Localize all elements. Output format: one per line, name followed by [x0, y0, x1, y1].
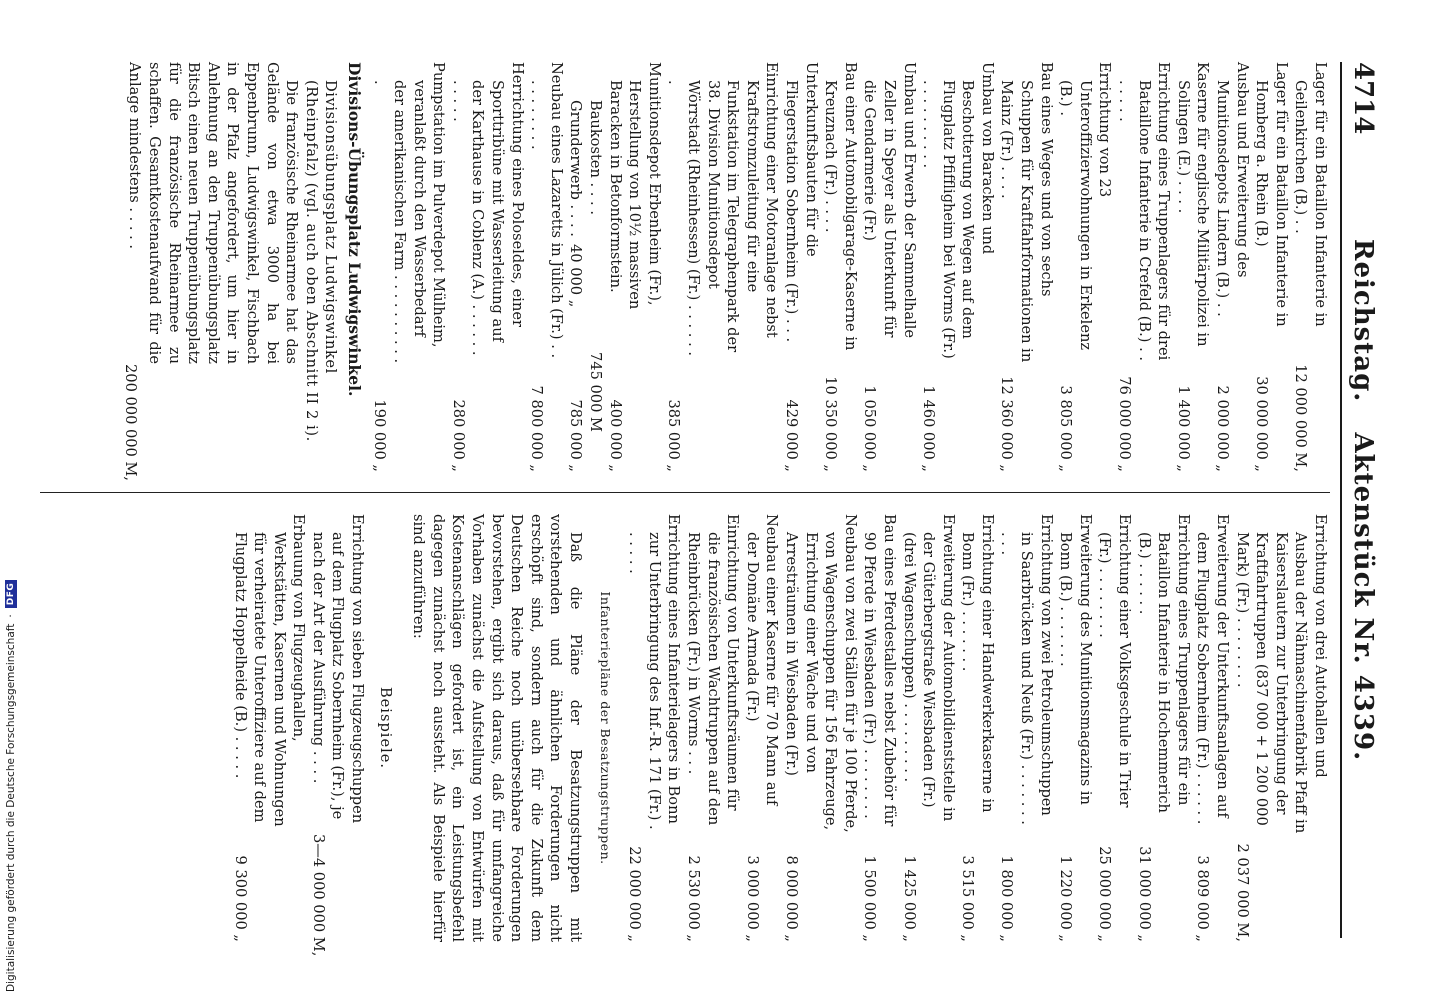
- entry-amount: 8 000 000 „: [782, 855, 800, 942]
- entry-amount: 2 000 000 „: [1214, 385, 1232, 472]
- entry-desc: Bau eines Pferdestalles nebst Zubehör für 90 Pferde in Wiesbaden (Fr.) . . . . . . . .: [861, 514, 898, 827]
- entry-amount: 30 000 000 „: [1253, 376, 1271, 472]
- example-desc: Errichtung von sieben Flugzeugschuppen auf dem Flugplatz Sobernheim (Fr.), je nach der Art der Ausführung . . . .: [309, 514, 367, 824]
- entry-amount: 2 037 000 M,: [1233, 843, 1251, 942]
- example-amount: 9 300 000 „: [231, 855, 249, 942]
- entry-amount: 76 000 000 „: [1116, 376, 1134, 472]
- entry-amount: 22 000 000 „: [626, 846, 644, 942]
- entry-amount: 1 400 000 „: [1174, 385, 1192, 472]
- page-number: 4714: [1348, 62, 1378, 135]
- entry-desc: Erweiterung der Unterkunftsanlagen auf dem Flugplatz Sobernheim (Fr.) . . . . . .: [1194, 514, 1232, 825]
- example-desc: Erbauung von Flugzeughallen, Werkstätten, Kasernen und Wohnungen für verheiratete Unteroffiziere auf dem Flugplatz Hoppelheide (B.) . . . . .: [231, 514, 308, 827]
- entry-desc: Errichtung von 23 Unteroffizierwohnungen in Erkelenz (B.) .: [1057, 62, 1114, 351]
- entry-amount: 1 220 000 „: [1057, 855, 1075, 942]
- dfg-logo-icon: DFG: [5, 580, 17, 609]
- entry-amount: 385 000 „: [665, 399, 683, 472]
- paragraph: Daß die Pläne der Besatzungstruppen mit vorstehenden und ähnlichen Forderungen nicht erschöpft sind, sondern auch für die Zukunft dem Deutschen Reiche noch unübersehbare Forderungen bevorstehen, ergibt sich daraus, daß für umfangreiche Vorhaben zunächst die Aufstellung von Entwürfen mit Kostenanschlägen gefordert ist, ein Leistungsbefehl dagegen zunächst noch aussteht. Als Beispiele hierfür sind anzuführen:: [410, 514, 585, 942]
- section-intro: Divisionsübungsplatz Ludwigswinkel (Rheinpfalz) (vgl. auch oben Abschnitt II 2 i).: [302, 80, 340, 442]
- entry-desc: Einrichtung einer Motoranlage nebst Kraftstromzuleitung für eine Funkstation im Telegraphenpark der 38. Division Munitionsdepot Wörrstadt (Rheinhessen) (Fr.) . . . . . . .: [665, 62, 781, 357]
- entry-desc: Ausbau und Erweiterung des Munitionsdepots Lindern (B.) . .: [1214, 62, 1251, 317]
- entry-desc: Errichtung eines Truppenlagers für ein Bataillon Infanterie in Hochemmerich (B.) . . . . . .: [1135, 514, 1192, 813]
- entry-amount: 1 425 000 „: [900, 855, 918, 942]
- header-rule: [1340, 62, 1342, 938]
- cost-total: 785 000 „: [567, 399, 585, 472]
- right-column: [230, 514, 1330, 957]
- section-amount: 200 000 000 M,: [122, 364, 140, 482]
- entry-desc: Errichtung von zwei Petroleumschuppen in Saarbrücken und Neuß (Fr.) . . . . . . . . . .: [998, 514, 1055, 825]
- entry-desc: Pumpstation im Pulverdepot Mülheim, veranlaßt durch den Wasserbedarf der amerikanischen Farm . . . . . . . . . . .: [371, 62, 448, 364]
- entry-desc: Neubau einer Kaserne für 70 Mann auf der Domäne Armada (Fr.): [743, 514, 781, 806]
- entry-desc: Bau einer Automobilgarage-Kaserne in Kreuznach (Fr.) . . . .: [822, 62, 859, 351]
- entry-desc: Unterkunftsbauten für die Fliegerstation Sobernheim (Fr.) . . .: [782, 62, 820, 343]
- subheading: Infanteriepläne der Besatzungstruppen.: [597, 591, 613, 865]
- cost-row: [585, 62, 605, 472]
- left-column: [121, 62, 1330, 482]
- entry-amount: 190 000 „: [371, 399, 389, 472]
- entry-amount: 3 000 000 „: [743, 855, 761, 942]
- entry-amount: 25 000 000 „: [1096, 846, 1114, 942]
- column-divider: [40, 492, 1330, 493]
- entry-desc: Umbau von Baracken und Beschotterung von Wegen auf dem Flugplatz Pfiffligheim bei Worms (Fr.) . . . . . . . . . .: [920, 62, 996, 359]
- entry-desc: Herrichtung eines Poloseldes, einer Sporttribüne mit Wasserleitung auf der Karthause in Coblenz (A.) . . . . . . . . . . .: [449, 62, 526, 356]
- entry-amount: 1 460 000 „: [920, 385, 938, 472]
- entry-amount: 3 515 000 „: [959, 855, 977, 942]
- entry-amount: 429 000 „: [782, 399, 800, 472]
- header-subtitle: Aktenstück Nr. 4339.: [1348, 432, 1378, 762]
- entry-amount: 10 350 000 „: [822, 376, 840, 472]
- entry-desc: Errichtung einer Volksgeschule in Trier (Fr.) . . . . . . . .: [1096, 514, 1134, 808]
- header-title: Reichstag.: [1348, 238, 1378, 403]
- entry-desc: Errichtung eines Truppenlagers für drei Bataillone Infanterie in Crefeld (B.) . . . . . . .: [1116, 62, 1173, 362]
- entry-desc: Einrichtung von Unterkunftsräumen für die französischen Wachtruppen auf den Rheinbrücken (Fr.) in Worms . . .: [685, 514, 742, 826]
- entry-amount: 1 500 000 „: [861, 855, 879, 942]
- entry-amount: 1 800 000 „: [998, 855, 1016, 942]
- cost-label: Grunderwerb . . . .: [567, 100, 585, 237]
- entry-desc: Kaserne für englische Militärpolizei in Solingen (E.) . . . .: [1174, 62, 1212, 347]
- entry-desc: Neubau eines Lazaretts in Jülich (Fr.) . . . . . . . . . .: [528, 62, 565, 359]
- entry-amount: 1 050 000 „: [861, 385, 879, 472]
- cost-value: 745 000 M: [587, 352, 605, 432]
- entry-desc: Erweiterung der Automobildienststelle in der Güterbergstraße Wiesbaden (Fr.) (drei Wagenschuppen) . . . . . . . . .: [900, 514, 957, 822]
- entry-desc: Umbau und Erwerb der Sammelhalle Zeller in Speyer als Unterkunft für die Gendarmerie (Fr.): [861, 62, 918, 339]
- entry-amount: 2 530 000 „: [685, 855, 702, 942]
- entry-amount: 7 800 000 „: [528, 385, 546, 472]
- entry-amount: 280 000 „: [449, 399, 467, 472]
- entry-desc: Lager für ein Bataillon Infanterie in Geilenkirchen (B.) . .: [1292, 62, 1329, 327]
- entry-desc: Errichtung eines Infanterielagers in Bonn zur Unterbringung des Inf.-R. 171 (Fr.) . . . . . .: [626, 514, 683, 830]
- entry-desc: Munitionsdepot Erbenheim (Fr.), Herstellung von 10½ massiven Baracken in Betonformstein.: [606, 62, 663, 310]
- entry-desc: Bau eines Weges und von sechs Schuppen für Kraftfahrformationen in Mainz (Fr.) . . . .: [998, 62, 1055, 363]
- entry-desc: Neubau von zwei Ställen für je 100 Pferde, von Wagenschuppen für 156 Fahrzeuge, Errichtung einer Wache und von Arresträumen in Wiesbaden (Fr.): [782, 514, 859, 833]
- example-amount: 3—4 000 000 M,: [309, 834, 327, 957]
- entry-amount: 12 360 000 „: [998, 376, 1016, 472]
- entry-desc: Erweiterung des Munitionsmagazins in Bonn (B.) . . . . . . .: [1057, 514, 1094, 805]
- page-header: [1340, 62, 1384, 938]
- cost-row-with-total: [566, 62, 586, 472]
- digitisation-note: Digitalisierung gefördert durch die Deutsche Forschungsgemeinschaft · DFG: [0, 0, 22, 1000]
- entry-amount: 31 000 000 „: [1135, 846, 1153, 942]
- entry-amount: 400 000 „: [606, 399, 624, 472]
- entry-desc: Errichtung von drei Autohallen und Ausbau der Nähmaschinenfabrik Pfaff in Kaiserslautern zur Unterbringung der Kraftfahrtruppen (837 000 + 1 200 000 Mark) (Fr.) . . . . . . . .: [1233, 514, 1329, 834]
- entry-desc: Errichtung einer Handwerkerkaserne in Bonn (Fr.) . . . . . . .: [959, 514, 996, 813]
- digitisation-text: Digitalisierung gefördert durch die Deutsche Forschungsgemeinschaft: [5, 623, 17, 992]
- entry-amount: 3 805 000 „: [1057, 385, 1075, 472]
- examples-label: Beispiele.: [376, 686, 394, 770]
- cost-value: 40 000 „: [567, 244, 585, 308]
- header-title-line: [1348, 62, 1378, 938]
- section-body: Die französische Rheinarmee hat das Gelände von etwa 3000 ha bei Eppenbrunn, Ludwigswinkel, Fischbach in der Pfalz angefordert, um hier in Anlehnung an den Truppenübungsplatz Bitsch einen neuen Truppenübungsplatz für die französische Rheinarmee zu schaffen. Gesamtkostenaufwand für die Anlage mindestens . . . . .: [126, 62, 301, 364]
- entry-amount: 12 000 000 M,: [1292, 364, 1310, 472]
- entry-amount: 3 809 000 „: [1194, 855, 1212, 942]
- entry-desc: Lager für ein Bataillon Infanterie in Homberg a. Rhein (B.): [1253, 62, 1290, 327]
- cost-label: Baukosten . . . .: [587, 100, 605, 215]
- section-heading: Divisions-Übungsplatz Ludwigswinkel.: [344, 62, 364, 397]
